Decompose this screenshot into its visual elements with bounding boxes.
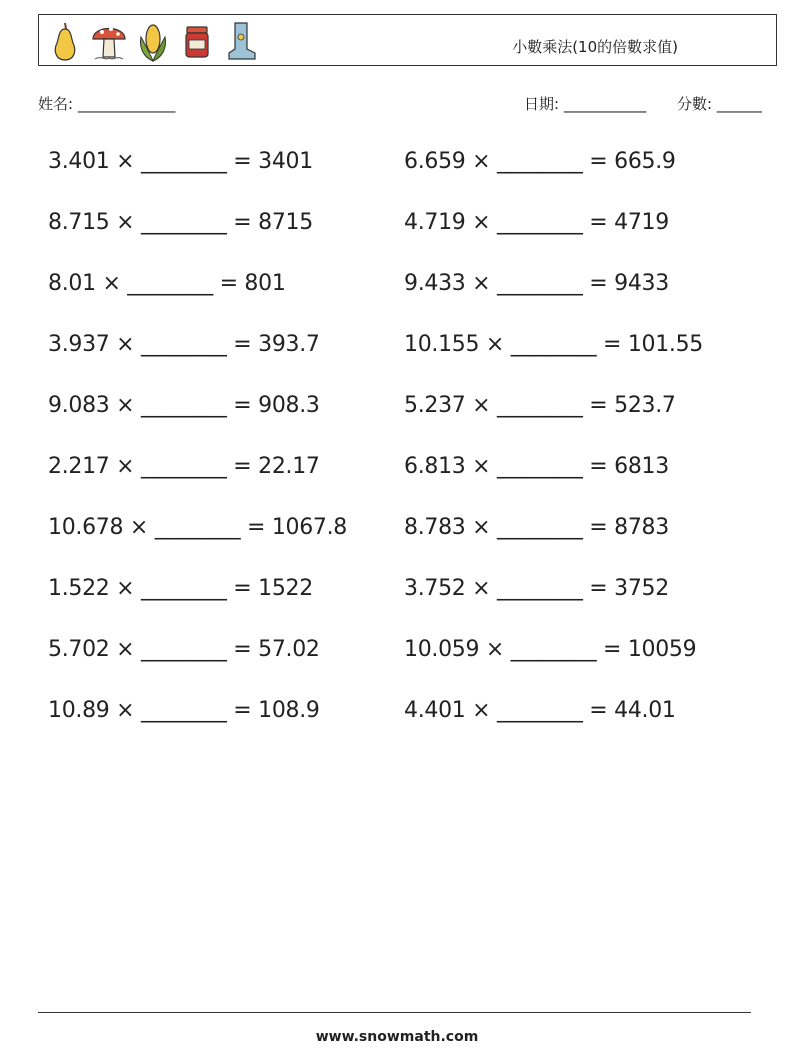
- problem-item: 6.813 × ________ = 6813: [404, 454, 669, 479]
- problem-item: 10.059 × ________ = 10059: [404, 637, 697, 662]
- problem-item: 8.715 × ________ = 8715: [48, 210, 313, 235]
- problem-item: 4.401 × ________ = 44.01: [404, 698, 676, 723]
- problem-item: 9.433 × ________ = 9433: [404, 271, 669, 296]
- footer-divider: [38, 1012, 751, 1013]
- header-icons: [47, 19, 259, 63]
- problem-item: 10.678 × ________ = 1067.8: [48, 515, 347, 540]
- name-field-label: 姓名: _____________: [38, 95, 176, 113]
- problem-item: 5.237 × ________ = 523.7: [404, 393, 676, 418]
- mushroom-icon: [91, 19, 127, 63]
- problem-item: 3.752 × ________ = 3752: [404, 576, 669, 601]
- footer-site-link[interactable]: www.snowmath.com: [315, 1029, 479, 1045]
- corn-icon: [135, 19, 171, 63]
- problem-item: 1.522 × ________ = 1522: [48, 576, 313, 601]
- pear-icon: [47, 19, 83, 63]
- problem-item: 3.401 × ________ = 3401: [48, 149, 313, 174]
- problem-item: 6.659 × ________ = 665.9: [404, 149, 676, 174]
- problem-item: 5.702 × ________ = 57.02: [48, 637, 320, 662]
- problem-item: 8.01 × ________ = 801: [48, 271, 286, 296]
- page-title: 小數乘法(10的倍數求值): [512, 38, 678, 56]
- problem-item: 2.217 × ________ = 22.17: [48, 454, 320, 479]
- problem-item: 9.083 × ________ = 908.3: [48, 393, 320, 418]
- score-field-label: 分數: ______: [677, 95, 762, 113]
- problem-item: 4.719 × ________ = 4719: [404, 210, 669, 235]
- problem-item: 8.783 × ________ = 8783: [404, 515, 669, 540]
- header-box: [38, 14, 777, 66]
- problem-item: 10.155 × ________ = 101.55: [404, 332, 703, 357]
- jam-jar-icon: [179, 19, 215, 63]
- date-field-label: 日期: ___________: [524, 95, 647, 113]
- problem-item: 10.89 × ________ = 108.9: [48, 698, 320, 723]
- rain-boot-icon: [223, 19, 259, 63]
- problem-item: 3.937 × ________ = 393.7: [48, 332, 320, 357]
